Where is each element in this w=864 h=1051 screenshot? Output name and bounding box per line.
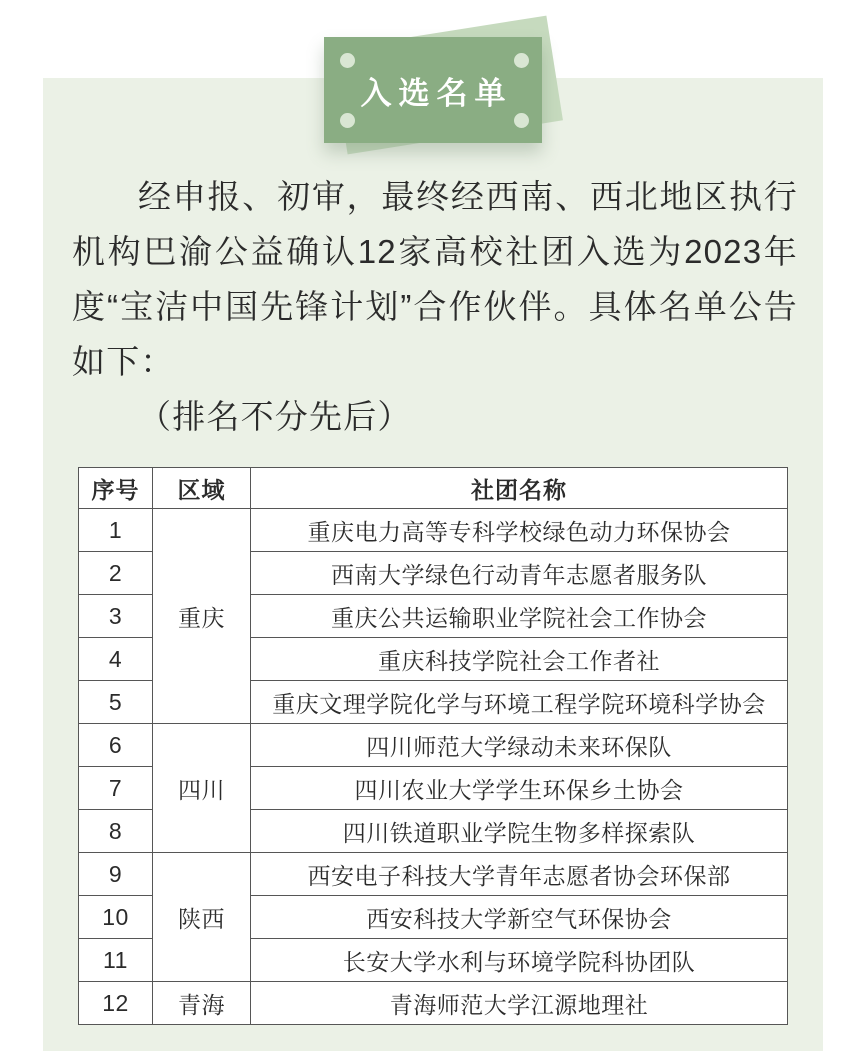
organization-cell: 重庆公共运输职业学院社会工作协会 xyxy=(251,595,788,638)
organization-cell: 四川铁道职业学院生物多样探索队 xyxy=(251,810,788,853)
intro-paragraph: 经申报、初审，最终经西南、西北地区执行机构巴渝公益确认12家高校社团入选为2023年度“宝洁中国先锋计划”合作伙伴。具体名单公告如下： xyxy=(72,178,798,380)
row-number-cell: 12 xyxy=(79,982,153,1025)
table-row xyxy=(79,724,788,767)
organization-cell: 西安电子科技大学青年志愿者协会环保部 xyxy=(251,853,788,896)
roster-table-body xyxy=(79,509,788,1025)
badge-front-card xyxy=(324,37,542,143)
content-panel xyxy=(43,75,823,1051)
row-number-cell: 2 xyxy=(79,552,153,595)
table-row xyxy=(79,509,788,552)
col-header-name: 社团名称 xyxy=(251,468,788,509)
row-number-cell: 6 xyxy=(79,724,153,767)
ranking-note: （排名不分先后） xyxy=(138,398,412,435)
organization-cell: 重庆科技学院社会工作者社 xyxy=(251,638,788,681)
row-number-cell: 8 xyxy=(79,810,153,853)
organization-cell: 西南大学绿色行动青年志愿者服务队 xyxy=(251,552,788,595)
row-number-cell: 11 xyxy=(79,939,153,982)
table-row xyxy=(79,982,788,1025)
badge-corner-dot-icon xyxy=(514,113,529,128)
row-number-cell: 9 xyxy=(79,853,153,896)
organization-cell: 四川农业大学学生环保乡土协会 xyxy=(251,767,788,810)
organization-cell: 重庆电力高等专科学校绿色动力环保协会 xyxy=(251,509,788,552)
badge-corner-dot-icon xyxy=(340,53,355,68)
organization-cell: 重庆文理学院化学与环境工程学院环境科学协会 xyxy=(251,681,788,724)
table-row xyxy=(79,853,788,896)
selection-list-badge xyxy=(324,37,542,143)
organization-cell: 青海师范大学江源地理社 xyxy=(251,982,788,1025)
header-row xyxy=(79,468,788,509)
organization-cell: 西安科技大学新空气环保协会 xyxy=(251,896,788,939)
organization-cell: 长安大学水利与环境学院科协团队 xyxy=(251,939,788,982)
row-number-cell: 3 xyxy=(79,595,153,638)
badge-title: 入选名单 xyxy=(360,75,513,111)
row-number-cell: 10 xyxy=(79,896,153,939)
row-number-cell: 7 xyxy=(79,767,153,810)
region-cell: 青海 xyxy=(153,982,251,1025)
badge-corner-dot-icon xyxy=(340,113,355,128)
col-header-index: 序号 xyxy=(79,468,153,509)
region-cell: 四川 xyxy=(153,724,251,853)
col-header-region: 区域 xyxy=(153,468,251,509)
row-number-cell: 5 xyxy=(79,681,153,724)
region-cell: 陕西 xyxy=(153,853,251,982)
badge-corner-dot-icon xyxy=(514,53,529,68)
row-number-cell: 1 xyxy=(79,509,153,552)
roster-table xyxy=(78,467,788,1025)
row-number-cell: 4 xyxy=(79,638,153,681)
region-cell: 重庆 xyxy=(153,509,251,724)
roster-table-header xyxy=(79,468,788,509)
organization-cell: 四川师范大学绿动未来环保队 xyxy=(251,724,788,767)
